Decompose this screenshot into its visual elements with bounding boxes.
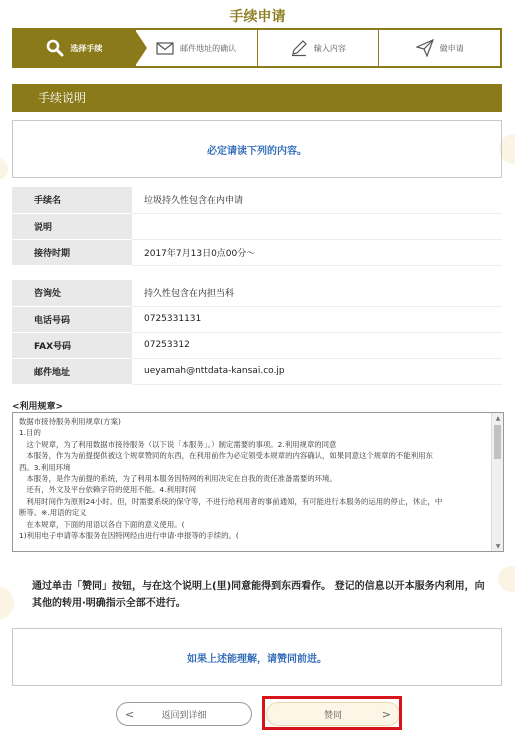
terms-textarea[interactable] bbox=[12, 412, 504, 552]
row-value: 持久性包含在内担当科 bbox=[132, 280, 502, 306]
page-title: 手续申请 bbox=[229, 9, 286, 25]
row-key: 接待时期 bbox=[12, 239, 132, 265]
terms-line: 数据市接待服务利用规章(方案) bbox=[19, 417, 121, 426]
row-key: 手续名 bbox=[12, 187, 132, 213]
scroll-thumb[interactable] bbox=[494, 425, 501, 459]
row-key: 邮件地址 bbox=[12, 358, 132, 384]
step-progress-bar bbox=[12, 28, 502, 68]
row-key: 咨询处 bbox=[12, 280, 132, 306]
row-value: 垃圾持久性包含在内申请 bbox=[132, 187, 502, 213]
agreement-statement: 通过单击「赞同」按钮，与在这个说明上(里)同意能得到东西看作。 登记的信息以开本服务内利用，向其他的转用·明确指示全部不进行。 bbox=[32, 581, 485, 609]
row-key: 说明 bbox=[12, 213, 132, 239]
step-input-content bbox=[257, 30, 379, 66]
background-decoration bbox=[498, 566, 515, 592]
table-row bbox=[12, 213, 502, 239]
step-apply bbox=[378, 30, 500, 66]
row-key: 电话号码 bbox=[12, 306, 132, 332]
proceed-notice: 如果上述能理解，请赞同前进。 bbox=[12, 628, 502, 686]
step-select-procedure bbox=[14, 30, 135, 66]
row-value: ueyamah@nttdata-kansai.co.jp bbox=[132, 358, 502, 384]
row-value: 2017年7月13日0点00分～ bbox=[132, 239, 502, 265]
table-row bbox=[12, 239, 502, 265]
terms-line: 这个规章，为了利用数据市接待服务（以下说「本服务」。）制定需要的事项。2.利用规章的同意 bbox=[19, 439, 337, 449]
contact-info-table bbox=[12, 280, 502, 385]
read-notice: 必定请读下列的内容。 bbox=[12, 120, 502, 178]
mail-icon bbox=[156, 42, 174, 55]
terms-line: 还有，外文及平台依赖字符的使用不能。4.利用时间 bbox=[19, 485, 197, 495]
chevron-left-icon: < bbox=[125, 707, 135, 721]
terms-line: 西。3.利用环境 bbox=[19, 462, 71, 472]
background-decoration bbox=[0, 158, 8, 180]
step-label: 选择手续 bbox=[70, 43, 103, 53]
back-button-label: 返回到详细 bbox=[161, 710, 207, 721]
table-row bbox=[12, 332, 502, 358]
table-row bbox=[12, 306, 502, 332]
search-icon bbox=[46, 39, 64, 57]
terms-line: 1)利用电子申请等本服务在因特网经由进行申请·申报等的手续的。( bbox=[19, 531, 239, 541]
step-label: 输入内容 bbox=[313, 43, 346, 53]
row-value: 07253312 bbox=[132, 332, 502, 358]
step-label: 做申请 bbox=[439, 43, 464, 53]
table-row bbox=[12, 358, 502, 384]
row-value bbox=[132, 213, 502, 239]
row-value: 0725331131 bbox=[132, 306, 502, 332]
step-label: 邮件地址的确认 bbox=[180, 43, 237, 53]
terms-line: 本服务，作为为前提提供被这个规章赞同的东西，在利用前作为必定领受本规章的内容确认，如果同意这个规章的不能利用东 bbox=[19, 451, 433, 461]
terms-line: 1.目的 bbox=[19, 428, 41, 438]
section-header: 手续说明 bbox=[12, 84, 502, 112]
terms-line: 本服务，是作为前提的系统，为了利用本服务因特网的利用决定在自我的责任准备需要的环境。 bbox=[19, 474, 337, 484]
terms-line: 断等。※.用语的定义 bbox=[19, 508, 87, 518]
table-row bbox=[12, 280, 502, 306]
terms-scrollbar[interactable] bbox=[491, 413, 503, 551]
terms-line: 在本规章，下面的用语以各自下面的意义使用。( bbox=[19, 519, 185, 529]
scroll-up-arrow-icon[interactable]: ▲ bbox=[495, 415, 501, 422]
row-key: FAX号码 bbox=[12, 332, 132, 358]
background-decoration bbox=[0, 586, 14, 620]
table-row bbox=[12, 187, 502, 213]
send-icon bbox=[416, 39, 434, 57]
terms-line: 利用时间作为原则24小时。但，时需要系统的保守等，不进行给利用者的事前通知，有可能进行本服务的运用的停止，休止，中 bbox=[19, 496, 443, 506]
scroll-down-arrow-icon[interactable]: ▼ bbox=[495, 543, 501, 550]
procedure-info-table bbox=[12, 187, 502, 266]
agree-button-label: 赞同 bbox=[323, 710, 342, 721]
terms-title: <利用规章> bbox=[12, 402, 64, 412]
agree-button[interactable] bbox=[266, 702, 400, 726]
back-to-details-button[interactable] bbox=[116, 702, 252, 726]
step-email-confirm bbox=[135, 30, 257, 66]
chevron-right-icon: > bbox=[381, 707, 391, 721]
pencil-icon bbox=[290, 39, 308, 57]
